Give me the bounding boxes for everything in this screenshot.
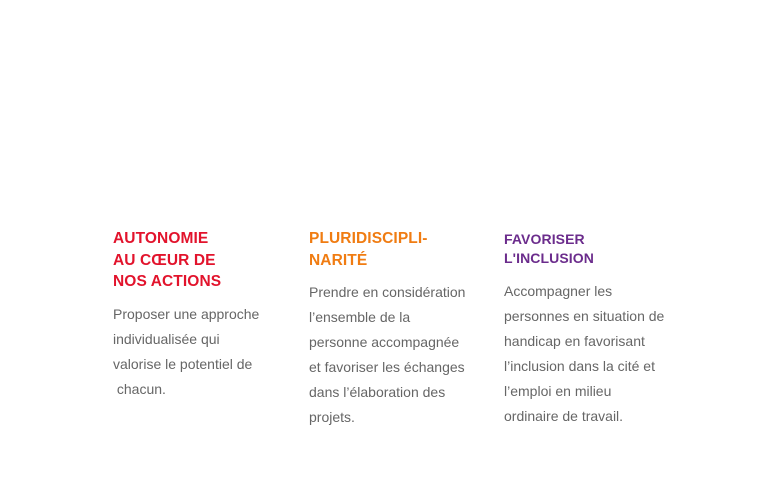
description-line: individualisée qui	[113, 330, 220, 347]
heading-line: NARITÉ	[309, 251, 368, 269]
column-heading	[309, 228, 479, 271]
description-line: personne accompagnée	[309, 334, 460, 350]
description-line: et favoriser les échanges	[309, 359, 465, 375]
column-heading	[504, 230, 679, 268]
heading-line: FAVORISER	[504, 231, 585, 247]
heading-line: PLURIDISCIPLI-	[309, 230, 428, 247]
description-line: chacun.	[113, 380, 166, 397]
description-line: valorise le potentiel de	[113, 355, 253, 372]
description-line: handicap en favorisant	[504, 333, 645, 349]
description-line: l’inclusion dans la cité et	[504, 358, 655, 374]
description-line: dans l’élaboration des	[309, 384, 446, 400]
column-description	[113, 302, 283, 402]
heading-line: AUTONOMIE	[113, 230, 209, 247]
description-line: l’emploi en milieu	[504, 383, 612, 399]
column-heading	[113, 228, 283, 293]
heading-line: NOS ACTIONS	[113, 273, 222, 290]
column-description	[504, 279, 679, 429]
column-description	[309, 280, 479, 430]
description-line: personnes en situation de	[504, 308, 665, 324]
value-column-inclusion	[504, 228, 679, 429]
value-column-pluridisciplinarite	[309, 228, 479, 430]
description-line: Accompagner les	[504, 283, 613, 299]
description-line: projets.	[309, 409, 355, 425]
heading-line: L'INCLUSION	[504, 250, 594, 266]
description-line: l’ensemble de la	[309, 309, 411, 325]
description-line: Prendre en considération	[309, 284, 466, 300]
value-column-autonomie	[113, 228, 283, 402]
description-line: Proposer une approche	[113, 305, 260, 322]
heading-line: AU CŒUR DE	[113, 251, 216, 269]
description-line: ordinaire de travail.	[504, 408, 624, 424]
